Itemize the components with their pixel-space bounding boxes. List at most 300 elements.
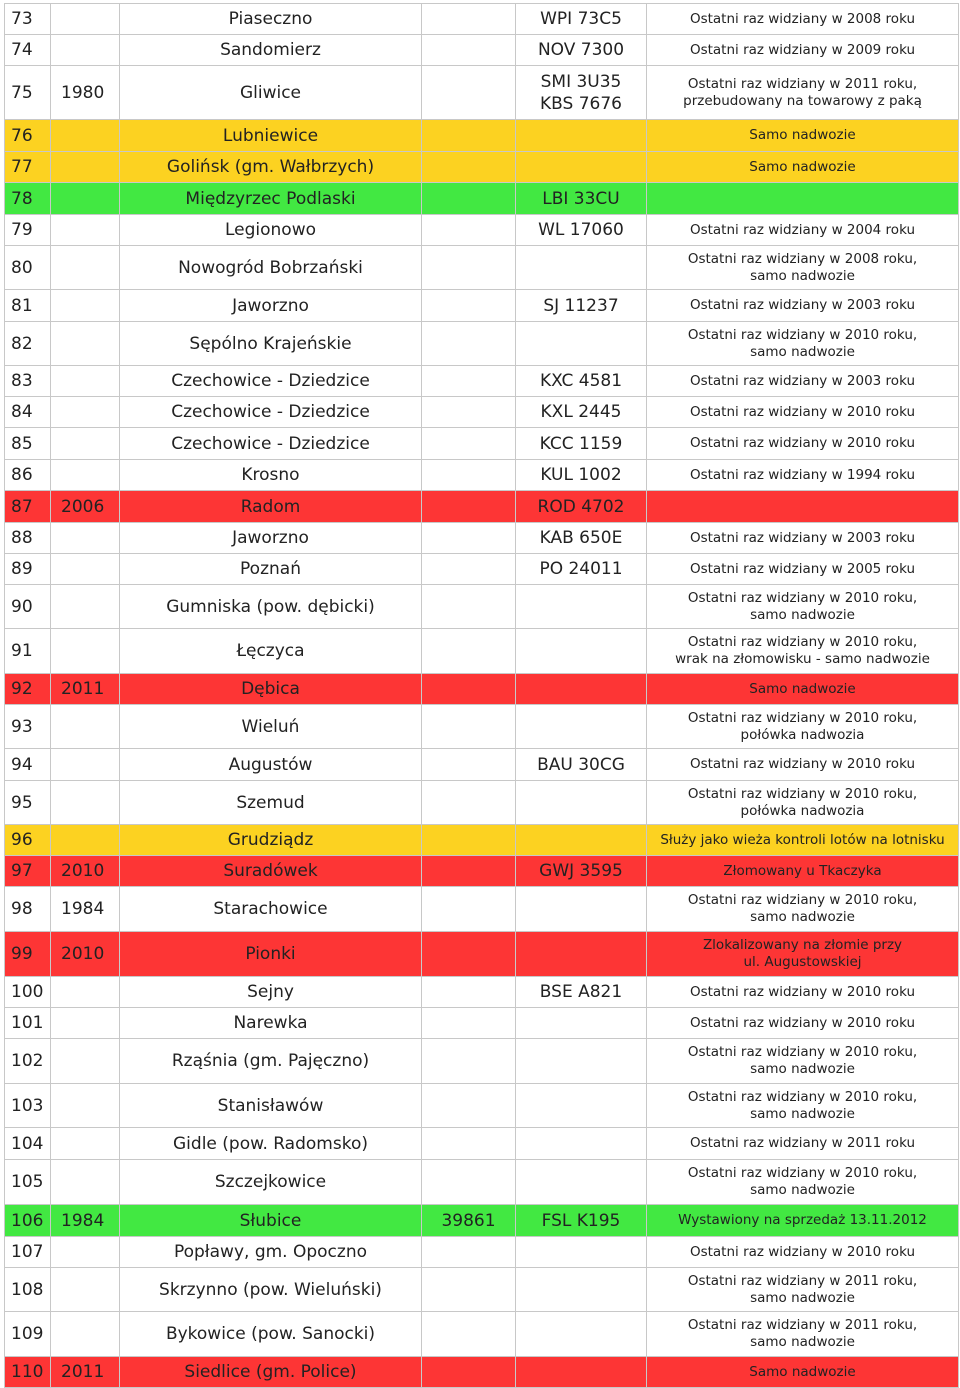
row-city: Starachowice	[120, 887, 422, 932]
row-year	[51, 1237, 120, 1268]
registration-plate: SMI 3U35	[540, 71, 622, 92]
table-row	[5, 35, 959, 66]
table-row	[5, 66, 959, 120]
row-fleet-number	[422, 428, 516, 460]
row-year	[51, 1084, 120, 1128]
row-city: Lubniewice	[120, 120, 422, 152]
note-line: Ostatni raz widziany w 2011 roku,	[687, 1317, 918, 1333]
row-fleet-number	[422, 1237, 516, 1268]
row-year	[51, 585, 120, 629]
row-registration	[516, 1008, 647, 1039]
note-line: Ostatni raz widziany w 1994 roku	[689, 466, 916, 483]
row-registration	[516, 246, 647, 290]
row-city: Suradówek	[120, 856, 422, 887]
row-number: 90	[5, 585, 51, 629]
row-registration	[516, 1357, 647, 1388]
table-row	[5, 1237, 959, 1268]
row-registration	[516, 749, 647, 781]
row-year	[51, 1128, 120, 1160]
table-row	[5, 1268, 959, 1312]
table-row	[5, 585, 959, 629]
registration-plate: SJ 11237	[543, 295, 619, 316]
registration-plate: NOV 7300	[537, 40, 625, 60]
row-fleet-number	[422, 183, 516, 215]
row-fleet-number	[422, 856, 516, 887]
row-number: 92	[5, 674, 51, 705]
row-city: Krosno	[120, 460, 422, 491]
row-registration	[516, 428, 647, 460]
row-city: Sandomierz	[120, 35, 422, 66]
row-fleet-number	[422, 1268, 516, 1312]
row-fleet-number	[422, 1039, 516, 1084]
table-row	[5, 1039, 959, 1084]
row-fleet-number	[422, 781, 516, 825]
row-registration	[516, 35, 647, 66]
row-note	[647, 977, 959, 1008]
note-line: Ostatni raz widziany w 2004 roku	[689, 221, 916, 238]
row-number: 80	[5, 246, 51, 290]
row-year: 1984	[51, 887, 120, 932]
row-note	[647, 887, 959, 932]
row-number: 109	[5, 1312, 51, 1357]
row-fleet-number	[422, 290, 516, 322]
row-number: 101	[5, 1008, 51, 1039]
row-year	[51, 290, 120, 322]
note-line: Wystawiony na sprzedaż 13.11.2012	[678, 1212, 927, 1228]
row-note	[647, 366, 959, 397]
note-line: Ostatni raz widziany w 2011 roku,	[687, 1272, 918, 1289]
row-registration	[516, 215, 647, 246]
row-note	[647, 246, 959, 290]
row-registration	[516, 856, 647, 887]
row-note	[647, 585, 959, 629]
row-note	[647, 1312, 959, 1357]
row-number: 103	[5, 1084, 51, 1128]
table-row	[5, 290, 959, 322]
note-line: Ostatni raz widziany w 2010 roku,	[687, 634, 918, 650]
row-city: Jaworzno	[120, 523, 422, 554]
note-line: ul. Augustowskiej	[743, 954, 862, 970]
row-number: 110	[5, 1357, 51, 1388]
row-city: Skrzynno (pow. Wieluński)	[120, 1268, 422, 1312]
row-registration	[516, 1205, 647, 1237]
table-row	[5, 215, 959, 246]
row-fleet-number	[422, 1312, 516, 1357]
row-note	[647, 397, 959, 428]
row-note	[647, 1008, 959, 1039]
row-year: 2011	[51, 674, 120, 705]
row-number: 78	[5, 183, 51, 215]
row-number: 100	[5, 977, 51, 1008]
row-city: Stanisławów	[120, 1084, 422, 1128]
row-city: Poznań	[120, 554, 422, 585]
table-row	[5, 428, 959, 460]
row-year: 2006	[51, 491, 120, 523]
row-fleet-number	[422, 554, 516, 585]
row-fleet-number	[422, 705, 516, 749]
row-city: Narewka	[120, 1008, 422, 1039]
table-row	[5, 629, 959, 674]
note-line: Ostatni raz widziany w 2008 roku	[689, 10, 916, 27]
row-note	[647, 1084, 959, 1128]
table-row	[5, 825, 959, 856]
table-row	[5, 183, 959, 215]
row-number: 108	[5, 1268, 51, 1312]
note-line: Ostatni raz widziany w 2011 roku	[689, 1135, 916, 1151]
row-note	[647, 460, 959, 491]
row-year	[51, 460, 120, 491]
row-fleet-number	[422, 215, 516, 246]
row-fleet-number	[422, 674, 516, 705]
row-note	[647, 629, 959, 674]
row-number: 97	[5, 856, 51, 887]
table-row	[5, 932, 959, 977]
row-registration	[516, 460, 647, 491]
row-city: Golińsk (gm. Wałbrzych)	[120, 152, 422, 183]
row-note	[647, 749, 959, 781]
row-registration	[516, 1312, 647, 1357]
note-line: Ostatni raz widziany w 2010 roku,	[687, 589, 918, 606]
row-note	[647, 825, 959, 856]
table-body	[5, 4, 959, 1388]
registration-plate: GWJ 3595	[539, 861, 623, 881]
row-year	[51, 1008, 120, 1039]
table-row	[5, 1084, 959, 1128]
registration-plate: KXL 2445	[540, 402, 622, 422]
row-registration	[516, 781, 647, 825]
row-city: Czechowice - Dziedzice	[120, 397, 422, 428]
row-number: 74	[5, 35, 51, 66]
row-note	[647, 1237, 959, 1268]
note-line: Ostatni raz widziany w 2003 roku	[689, 372, 916, 389]
row-fleet-number	[422, 1128, 516, 1160]
row-note	[647, 674, 959, 705]
table-row	[5, 856, 959, 887]
row-number: 96	[5, 825, 51, 856]
row-number: 93	[5, 705, 51, 749]
row-number: 89	[5, 554, 51, 585]
row-fleet-number	[422, 460, 516, 491]
row-note	[647, 554, 959, 585]
row-city: Dębica	[120, 674, 422, 705]
row-number: 99	[5, 932, 51, 977]
row-number: 81	[5, 290, 51, 322]
table-row	[5, 1357, 959, 1388]
table-row	[5, 977, 959, 1008]
note-line: samo nadwozie	[750, 1334, 855, 1350]
row-city: Grudziądz	[120, 825, 422, 856]
table-row	[5, 523, 959, 554]
note-line: połówka nadwozia	[740, 802, 865, 819]
row-city: Pionki	[120, 932, 422, 977]
table-row	[5, 1128, 959, 1160]
row-city: Nowogród Bobrzański	[120, 246, 422, 290]
note-line: samo nadwozie	[750, 1105, 855, 1122]
row-city: Jaworzno	[120, 290, 422, 322]
table-row	[5, 1160, 959, 1205]
registration-plate: BAU 30CG	[537, 754, 625, 775]
row-note	[647, 215, 959, 246]
note-line: Samo nadwozie	[749, 158, 856, 175]
row-fleet-number	[422, 523, 516, 554]
row-city: Gliwice	[120, 66, 422, 120]
row-city: Szemud	[120, 781, 422, 825]
row-number: 86	[5, 460, 51, 491]
row-registration	[516, 491, 647, 523]
row-note	[647, 290, 959, 322]
row-registration	[516, 290, 647, 322]
row-fleet-number	[422, 120, 516, 152]
row-fleet-number	[422, 152, 516, 183]
row-year	[51, 1268, 120, 1312]
row-number: 82	[5, 322, 51, 366]
table-row	[5, 705, 959, 749]
note-line: samo nadwozie	[750, 343, 855, 360]
row-number: 95	[5, 781, 51, 825]
row-note	[647, 856, 959, 887]
row-year	[51, 781, 120, 825]
row-number: 76	[5, 120, 51, 152]
row-number: 91	[5, 629, 51, 674]
row-note	[647, 183, 959, 215]
note-line: Zlokalizowany na złomie przy	[702, 937, 903, 953]
registration-plate: KCC 1159	[539, 433, 623, 454]
row-city: Popławy, gm. Opoczno	[120, 1237, 422, 1268]
row-registration	[516, 183, 647, 215]
row-number: 84	[5, 397, 51, 428]
row-city: Sejny	[120, 977, 422, 1008]
row-number: 98	[5, 887, 51, 932]
row-city: Międzyrzec Podlaski	[120, 183, 422, 215]
row-year	[51, 366, 120, 397]
row-note	[647, 152, 959, 183]
row-fleet-number	[422, 322, 516, 366]
row-year	[51, 1312, 120, 1357]
note-line: Samo nadwozie	[749, 1363, 856, 1380]
row-year	[51, 977, 120, 1008]
row-city: Bykowice (pow. Sanocki)	[120, 1312, 422, 1357]
row-registration	[516, 1237, 647, 1268]
row-year	[51, 397, 120, 428]
row-year	[51, 428, 120, 460]
row-note	[647, 705, 959, 749]
row-year	[51, 246, 120, 290]
registration-plate: KXC 4581	[539, 371, 623, 391]
row-note	[647, 932, 959, 977]
row-registration	[516, 977, 647, 1008]
row-registration	[516, 152, 647, 183]
row-note	[647, 322, 959, 366]
row-fleet-number	[422, 66, 516, 120]
row-registration	[516, 554, 647, 585]
note-line: Ostatni raz widziany w 2009 roku	[689, 41, 916, 58]
row-registration	[516, 397, 647, 428]
row-city: Siedlice (gm. Police)	[120, 1357, 422, 1388]
row-note	[647, 4, 959, 35]
note-line: Ostatni raz widziany w 2010 roku,	[687, 326, 918, 343]
row-city: Gumniska (pow. dębicki)	[120, 585, 422, 629]
row-year	[51, 322, 120, 366]
row-registration	[516, 1039, 647, 1084]
row-number: 106	[5, 1205, 51, 1237]
row-number: 105	[5, 1160, 51, 1205]
row-year	[51, 1160, 120, 1205]
registration-plate: WPI 73C5	[540, 9, 622, 29]
row-number: 85	[5, 428, 51, 460]
row-year	[51, 152, 120, 183]
row-city: Szczejkowice	[120, 1160, 422, 1205]
row-note	[647, 1039, 959, 1084]
table-row	[5, 749, 959, 781]
note-line: Ostatni raz widziany w 2010 roku,	[687, 892, 918, 908]
row-note	[647, 120, 959, 152]
note-line: Ostatni raz widziany w 2010 roku,	[687, 1044, 918, 1060]
note-line: Ostatni raz widziany w 2010 roku	[689, 403, 916, 420]
row-note	[647, 781, 959, 825]
row-fleet-number	[422, 1008, 516, 1039]
table-row	[5, 120, 959, 152]
registration-plate: WL 17060	[538, 220, 624, 240]
note-line: połówka nadwozia	[740, 726, 865, 743]
registration-plate: KBS 7676	[540, 93, 622, 114]
note-line: Ostatni raz widziany w 2010 roku,	[687, 1165, 918, 1181]
row-number: 79	[5, 215, 51, 246]
row-city: Legionowo	[120, 215, 422, 246]
note-line: Ostatni raz widziany w 2010 roku	[689, 1243, 916, 1260]
row-city: Czechowice - Dziedzice	[120, 428, 422, 460]
row-note	[647, 1357, 959, 1388]
row-registration	[516, 1160, 647, 1205]
row-city: Piaseczno	[120, 4, 422, 35]
row-year	[51, 120, 120, 152]
row-year: 2010	[51, 932, 120, 977]
registration-plate: KUL 1002	[540, 465, 622, 485]
row-number: 77	[5, 152, 51, 183]
row-year	[51, 215, 120, 246]
row-number: 87	[5, 491, 51, 523]
row-year	[51, 35, 120, 66]
row-year	[51, 1039, 120, 1084]
row-fleet-number	[422, 825, 516, 856]
table-row	[5, 554, 959, 585]
row-note	[647, 1268, 959, 1312]
note-line: Ostatni raz widziany w 2010 roku,	[687, 709, 918, 726]
row-fleet-number	[422, 397, 516, 428]
note-line: samo nadwozie	[750, 1061, 855, 1077]
row-fleet-number	[422, 246, 516, 290]
row-registration	[516, 825, 647, 856]
row-number: 73	[5, 4, 51, 35]
note-line: Ostatni raz widziany w 2003 roku	[689, 297, 916, 313]
note-line: Ostatni raz widziany w 2011 roku,	[687, 75, 918, 92]
note-line: Samo nadwozie	[749, 680, 856, 697]
row-fleet-number	[422, 585, 516, 629]
row-registration	[516, 523, 647, 554]
table-row	[5, 4, 959, 35]
row-number: 107	[5, 1237, 51, 1268]
row-registration	[516, 66, 647, 120]
row-year	[51, 4, 120, 35]
row-fleet-number	[422, 932, 516, 977]
row-fleet-number	[422, 629, 516, 674]
note-line: Ostatni raz widziany w 2003 roku	[689, 529, 916, 546]
row-year	[51, 629, 120, 674]
note-line: Ostatni raz widziany w 2010 roku	[689, 1014, 916, 1031]
row-fleet-number	[422, 366, 516, 397]
row-fleet-number	[422, 749, 516, 781]
row-registration	[516, 366, 647, 397]
row-note	[647, 1205, 959, 1237]
row-registration	[516, 322, 647, 366]
row-note	[647, 428, 959, 460]
row-city: Czechowice - Dziedzice	[120, 366, 422, 397]
row-registration	[516, 1084, 647, 1128]
row-number: 104	[5, 1128, 51, 1160]
table-row	[5, 1312, 959, 1357]
row-registration	[516, 887, 647, 932]
registration-plate: LBI 33CU	[542, 188, 620, 209]
note-line: samo nadwozie	[750, 1182, 855, 1198]
row-fleet-number	[422, 887, 516, 932]
row-fleet-number	[422, 977, 516, 1008]
row-registration	[516, 120, 647, 152]
registration-plate: KAB 650E	[539, 528, 623, 548]
row-city: Słubice	[120, 1205, 422, 1237]
row-city: Łęczyca	[120, 629, 422, 674]
row-year: 1984	[51, 1205, 120, 1237]
note-line: wrak na złomowisku - samo nadwozie	[675, 651, 930, 667]
note-line: Samo nadwozie	[749, 127, 856, 143]
table-row	[5, 397, 959, 428]
note-line: samo nadwozie	[750, 267, 855, 284]
note-line: Złomowany u Tkaczyka	[723, 862, 882, 879]
row-year	[51, 825, 120, 856]
row-registration	[516, 674, 647, 705]
registration-plate: ROD 4702	[537, 496, 625, 517]
row-year	[51, 554, 120, 585]
note-line: samo nadwozie	[750, 1289, 855, 1306]
row-fleet-number	[422, 1160, 516, 1205]
row-registration	[516, 4, 647, 35]
row-fleet-number	[422, 35, 516, 66]
table-row	[5, 1205, 959, 1237]
note-line: samo nadwozie	[750, 909, 855, 925]
note-line: Ostatni raz widziany w 2008 roku,	[687, 250, 918, 267]
row-year	[51, 749, 120, 781]
table-row	[5, 246, 959, 290]
row-city: Sępólno Krajeńskie	[120, 322, 422, 366]
registration-plate: PO 24011	[539, 559, 623, 579]
row-number: 88	[5, 523, 51, 554]
table-row	[5, 887, 959, 932]
note-line: samo nadwozie	[750, 606, 855, 623]
row-note	[647, 1160, 959, 1205]
row-year: 2010	[51, 856, 120, 887]
row-registration	[516, 705, 647, 749]
row-fleet-number	[422, 4, 516, 35]
row-registration	[516, 1128, 647, 1160]
row-registration	[516, 585, 647, 629]
table-row	[5, 322, 959, 366]
row-city: Rząśnia (gm. Pajęczno)	[120, 1039, 422, 1084]
row-number: 102	[5, 1039, 51, 1084]
row-year	[51, 183, 120, 215]
row-number: 83	[5, 366, 51, 397]
row-note	[647, 523, 959, 554]
table-row	[5, 152, 959, 183]
note-line: Ostatni raz widziany w 2010 roku	[689, 756, 916, 772]
row-registration	[516, 629, 647, 674]
